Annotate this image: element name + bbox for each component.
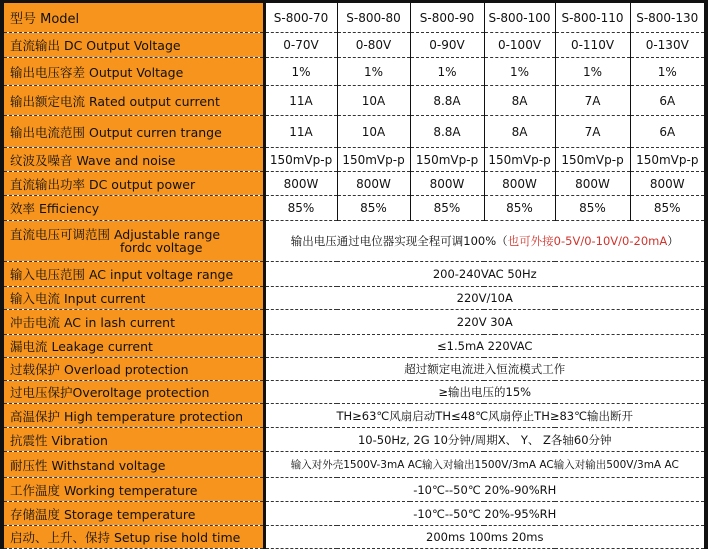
spec-value: 0-100V bbox=[484, 33, 555, 58]
spec-row bbox=[2, 526, 706, 549]
spec-value: 1% bbox=[630, 58, 706, 86]
spec-row bbox=[2, 86, 706, 116]
spec-row bbox=[2, 428, 706, 452]
spec-value: 200ms 100ms 20ms bbox=[264, 526, 706, 549]
spec-row bbox=[2, 172, 706, 196]
spec-value: 800W bbox=[410, 172, 484, 196]
spec-value: TH≥63℃风扇启动TH≤48℃风扇停止TH≥83℃输出断开 bbox=[264, 404, 706, 428]
label-line: 直流电压可调范围 Adjustable range bbox=[10, 227, 221, 242]
spec-value: 8.8A bbox=[410, 116, 484, 148]
spec-value: 0-110V bbox=[555, 33, 630, 58]
spec-row bbox=[2, 116, 706, 148]
spec-row bbox=[2, 58, 706, 86]
spec-value bbox=[264, 221, 706, 262]
spec-value: 6A bbox=[630, 86, 706, 116]
spec-label: 工作温度 Working temperature bbox=[2, 478, 264, 502]
model-cell: S-800-90 bbox=[410, 2, 484, 33]
spec-value: 7A bbox=[555, 86, 630, 116]
spec-value: 1% bbox=[484, 58, 555, 86]
spec-value: -10℃--50℃ 20%-90%RH bbox=[264, 478, 706, 502]
spec-value: 800W bbox=[337, 172, 410, 196]
header-row bbox=[2, 2, 706, 33]
spec-row bbox=[2, 502, 706, 526]
model-cell: S-800-70 bbox=[264, 2, 337, 33]
spec-value: 150mVp-p bbox=[555, 148, 630, 172]
spec-value: 150mVp-p bbox=[630, 148, 706, 172]
spec-label: 漏电流 Leakage current bbox=[2, 335, 264, 358]
spec-value: 10-50Hz, 2G 10分钟/周期X、 Y、 Z各轴60分钟 bbox=[264, 428, 706, 452]
spec-value: 150mVp-p bbox=[337, 148, 410, 172]
spec-value: ≤1.5mA 220VAC bbox=[264, 335, 706, 358]
spec-value: 85% bbox=[410, 196, 484, 221]
spec-row bbox=[2, 148, 706, 172]
spec-row bbox=[2, 287, 706, 310]
value-text: ） bbox=[667, 234, 679, 248]
spec-value: 1% bbox=[337, 58, 410, 86]
model-cell: S-800-130 bbox=[630, 2, 706, 33]
spec-value: 85% bbox=[484, 196, 555, 221]
spec-row bbox=[2, 33, 706, 58]
spec-value: 11A bbox=[264, 86, 337, 116]
spec-value: 6A bbox=[630, 116, 706, 148]
spec-value: 超过额定电流进入恒流模式工作 bbox=[264, 358, 706, 381]
spec-value: 800W bbox=[555, 172, 630, 196]
spec-label: 冲击电流 AC in lash current bbox=[2, 310, 264, 335]
model-cell: S-800-110 bbox=[555, 2, 630, 33]
value-text: 输出电压通过电位器实现全程可调100%（ bbox=[290, 234, 508, 248]
spec-value: 800W bbox=[630, 172, 706, 196]
spec-label: 效率 Efficiency bbox=[2, 196, 264, 221]
spec-value: 8A bbox=[484, 116, 555, 148]
spec-row bbox=[2, 196, 706, 221]
spec-row bbox=[2, 381, 706, 404]
spec-value: 85% bbox=[264, 196, 337, 221]
spec-row bbox=[2, 262, 706, 287]
spec-value: 1% bbox=[555, 58, 630, 86]
spec-value: 0-130V bbox=[630, 33, 706, 58]
spec-row bbox=[2, 478, 706, 502]
spec-value: 85% bbox=[555, 196, 630, 221]
spec-value: 1% bbox=[264, 58, 337, 86]
spec-label: 启动、上升、保持 Setup rise hold time bbox=[2, 526, 264, 549]
spec-label: 输入电压范围 AC input voltage range bbox=[2, 262, 264, 287]
spec-label: 输入电流 Input current bbox=[2, 287, 264, 310]
spec-value: 1% bbox=[410, 58, 484, 86]
spec-value: 150mVp-p bbox=[410, 148, 484, 172]
spec-value: 800W bbox=[484, 172, 555, 196]
spec-row bbox=[2, 452, 706, 478]
spec-row bbox=[2, 404, 706, 428]
spec-value: 200-240VAC 50Hz bbox=[264, 262, 706, 287]
spec-value: 10A bbox=[337, 86, 410, 116]
spec-label: 输出额定电流 Rated output current bbox=[2, 86, 264, 116]
spec-label bbox=[2, 221, 264, 262]
spec-value: 8A bbox=[484, 86, 555, 116]
spec-value: 220V 30A bbox=[264, 310, 706, 335]
spec-label: 输出电流范围 Output curren trange bbox=[2, 116, 264, 148]
spec-value: -10℃--50℃ 20%-95%RH bbox=[264, 502, 706, 526]
spec-value: 150mVp-p bbox=[484, 148, 555, 172]
model-cell: S-800-100 bbox=[484, 2, 555, 33]
spec-row bbox=[2, 335, 706, 358]
spec-row bbox=[2, 358, 706, 381]
value-highlight: 也可外接0-5V/0-10V/0-20mA bbox=[507, 234, 668, 248]
spec-value: 220V/10A bbox=[264, 287, 706, 310]
spec-label: 抗震性 Vibration bbox=[2, 428, 264, 452]
model-label: 型号 Model bbox=[2, 2, 264, 33]
spec-value: 11A bbox=[264, 116, 337, 148]
spec-value: 7A bbox=[555, 116, 630, 148]
spec-label: 过电压保护Overoltage protection bbox=[2, 381, 264, 404]
spec-row bbox=[2, 310, 706, 335]
spec-value: 输入对外壳1500V-3mA AC输入对输出1500V/3mA AC输入对输出500V/3mA AC bbox=[264, 452, 706, 478]
spec-value: 8.8A bbox=[410, 86, 484, 116]
spec-label: 直流输出 DC Output Voltage bbox=[2, 33, 264, 58]
spec-label: 存储温度 Storage temperature bbox=[2, 502, 264, 526]
spec-value: 0-80V bbox=[337, 33, 410, 58]
spec-value: 0-70V bbox=[264, 33, 337, 58]
spec-label: 过载保护 Overload protection bbox=[2, 358, 264, 381]
adjustable-row bbox=[2, 221, 706, 262]
spec-value: 0-90V bbox=[410, 33, 484, 58]
spec-value: 800W bbox=[264, 172, 337, 196]
spec-label: 直流输出功率 DC output power bbox=[2, 172, 264, 196]
label-line: fordc voltage bbox=[120, 240, 203, 255]
model-cell: S-800-80 bbox=[337, 2, 410, 33]
spec-value: 85% bbox=[630, 196, 706, 221]
spec-label: 输出电压容差 Output Voltage bbox=[2, 58, 264, 86]
spec-value: ≥输出电压的15% bbox=[264, 381, 706, 404]
spec-label: 高温保护 High temperature protection bbox=[2, 404, 264, 428]
spec-value: 85% bbox=[337, 196, 410, 221]
spec-value: 150mVp-p bbox=[264, 148, 337, 172]
spec-value: 10A bbox=[337, 116, 410, 148]
spec-label: 纹波及噪音 Wave and noise bbox=[2, 148, 264, 172]
spec-label: 耐压性 Withstand voltage bbox=[2, 452, 264, 478]
